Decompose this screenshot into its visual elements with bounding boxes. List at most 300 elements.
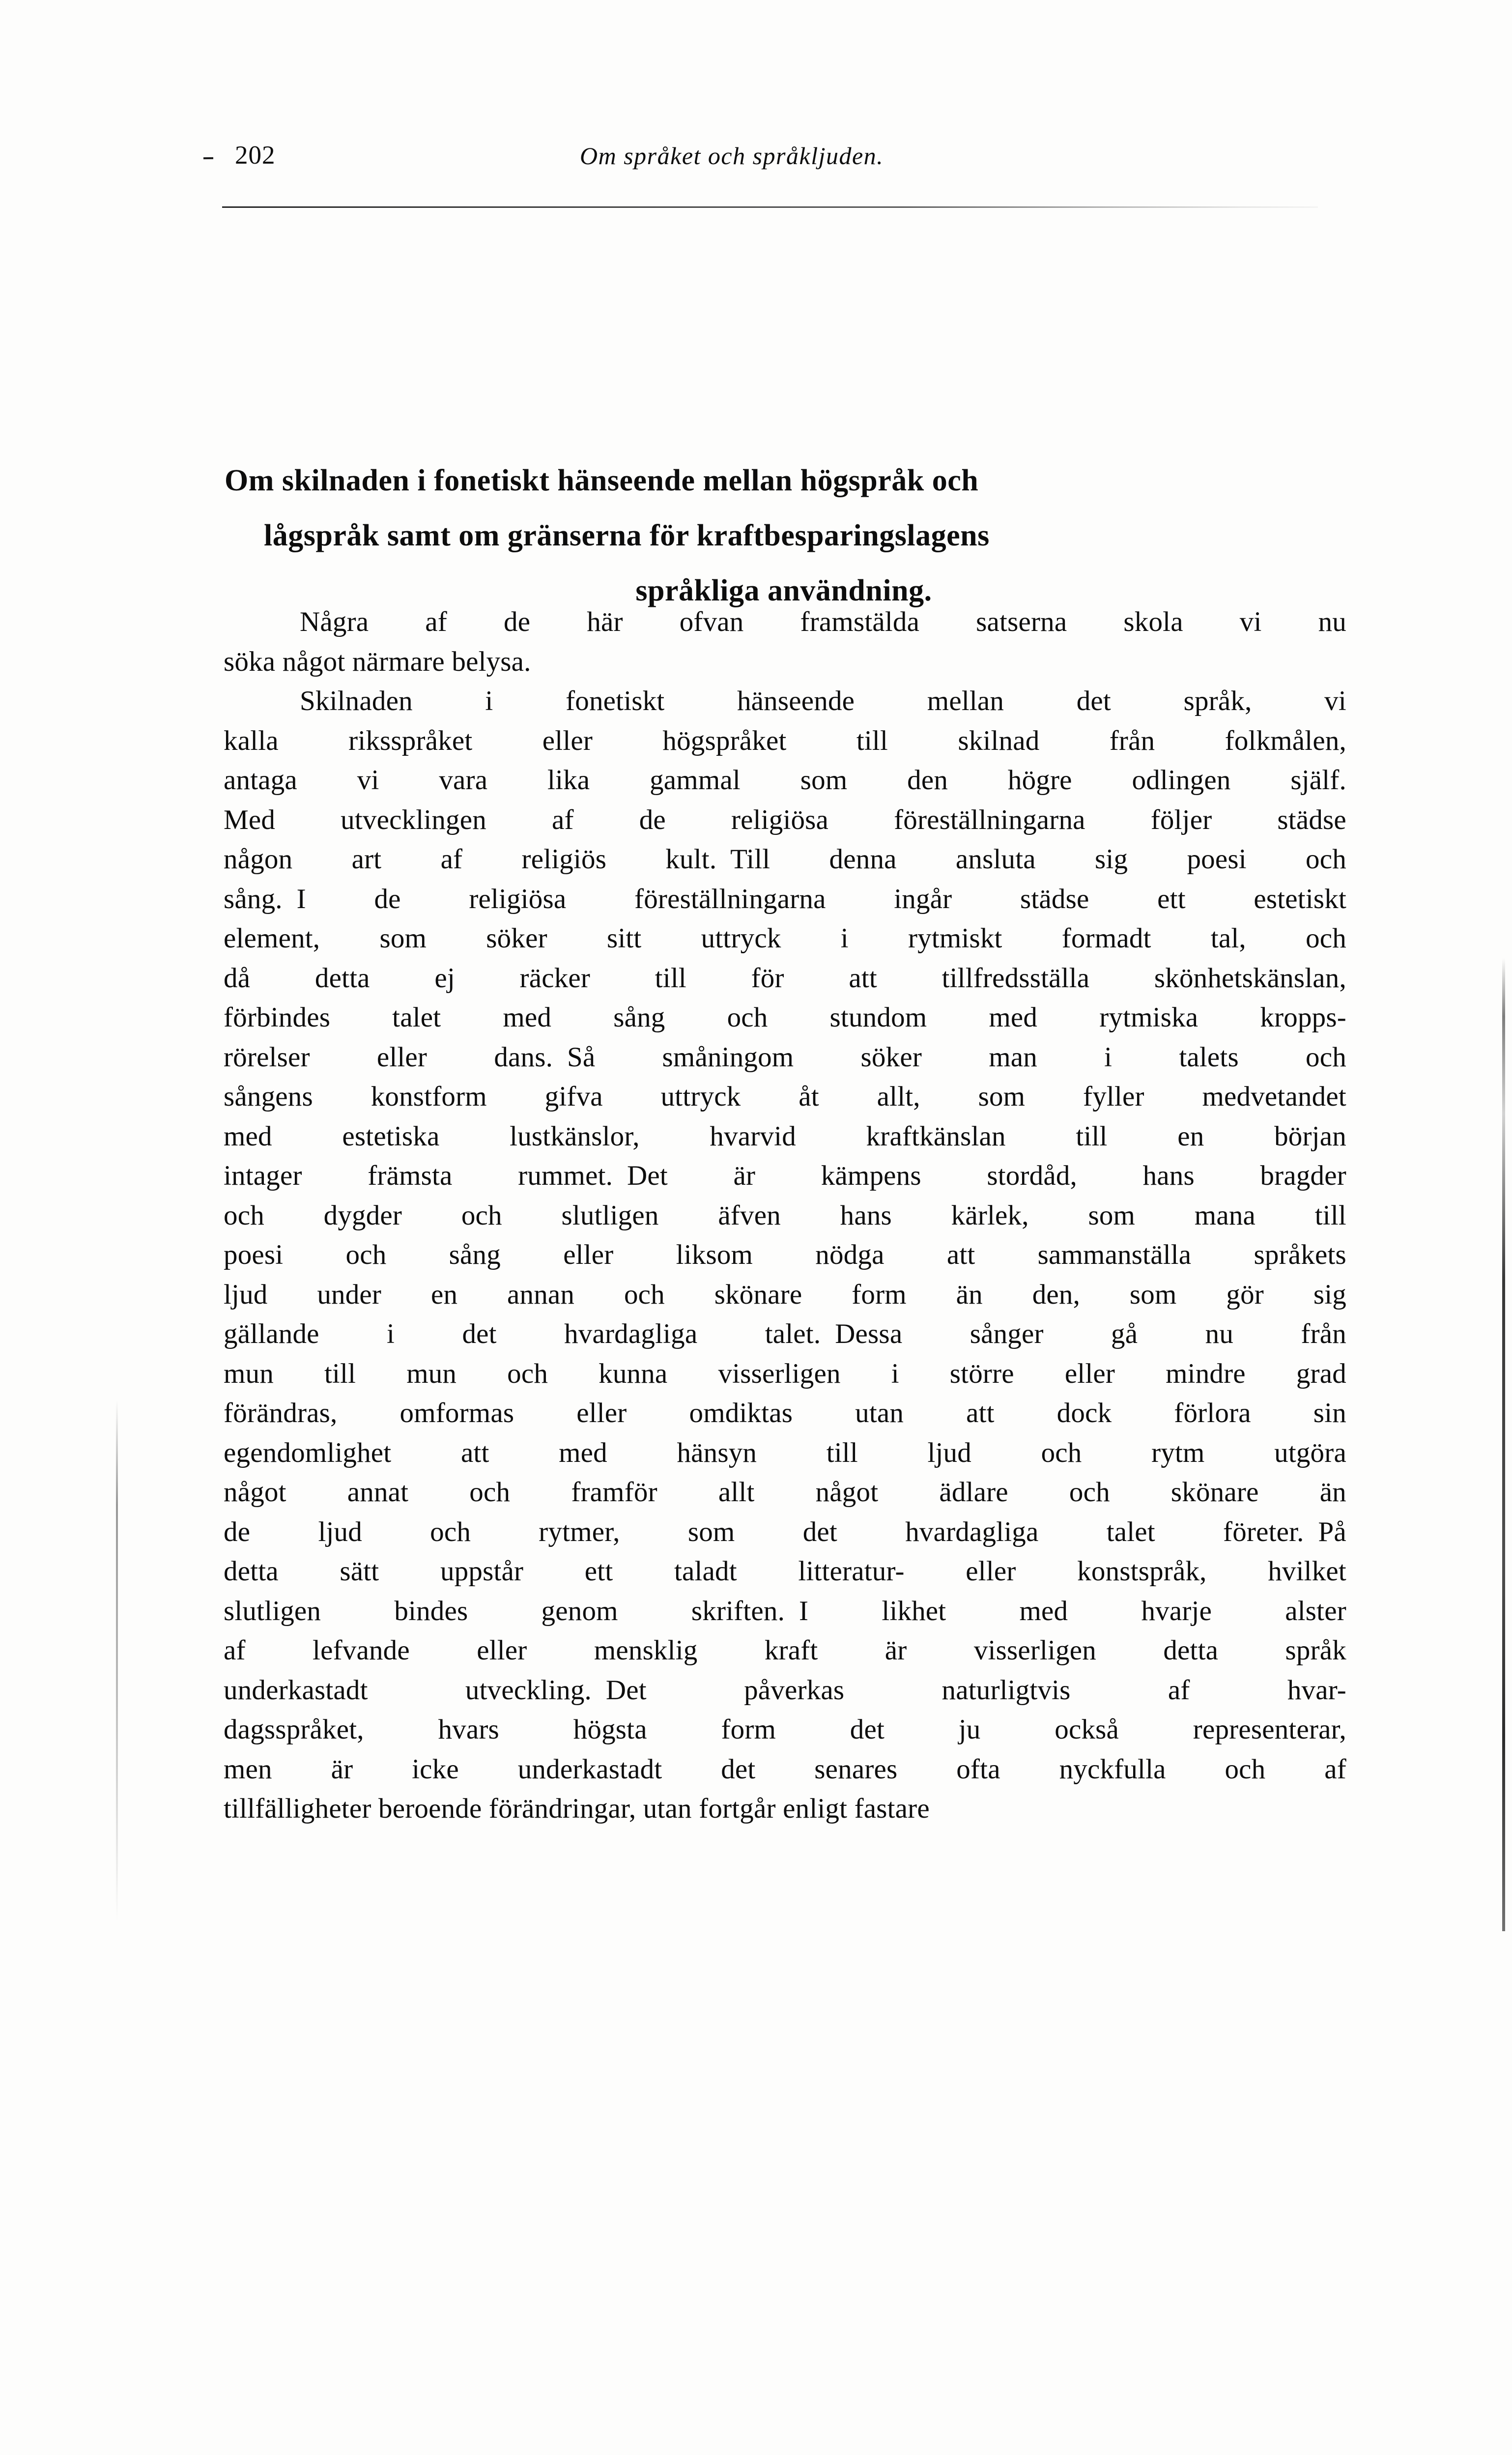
body-word: konstspråk,: [1077, 1556, 1207, 1587]
body-word: hvarje: [1141, 1595, 1212, 1627]
body-word: och: [1306, 923, 1346, 954]
body-word: detta: [224, 1556, 279, 1587]
body-word: hvar-: [1287, 1674, 1346, 1706]
body-word: till: [856, 725, 888, 756]
body-word: sång: [449, 1239, 501, 1270]
body-word: städse: [1277, 804, 1346, 835]
body-word: att: [966, 1398, 995, 1428]
body-word: till: [1076, 1120, 1108, 1152]
body-word: framstälda: [800, 606, 920, 637]
body-word: af: [1168, 1674, 1190, 1706]
body-line: [224, 959, 1346, 999]
body-word: af: [552, 804, 574, 835]
body-word: af: [224, 1635, 246, 1666]
body-word: och: [224, 1199, 264, 1231]
body-word: likhet: [882, 1595, 946, 1627]
body-word: rytmiska: [1099, 1002, 1198, 1033]
body-word: räcker: [519, 962, 591, 994]
body-word: att: [849, 962, 877, 994]
body-word: att: [946, 1239, 975, 1270]
body-word: dagsspråket,: [224, 1714, 364, 1745]
body-word: rörelser: [224, 1041, 310, 1073]
body-word: påverkas: [744, 1674, 845, 1706]
body-word: gå: [1111, 1318, 1138, 1349]
body-word: och: [1306, 1041, 1346, 1073]
body-word: kärlek,: [951, 1199, 1029, 1231]
body-word: vi: [1239, 606, 1262, 637]
body-word: estetiskt: [1254, 883, 1346, 914]
body-word: sånger: [970, 1318, 1044, 1349]
body-word: för: [751, 962, 784, 994]
body-word: och: [1306, 844, 1346, 875]
body-word: högspråket: [662, 725, 787, 756]
body-word: gammal: [650, 765, 741, 796]
body-word: grad: [1296, 1358, 1346, 1389]
body-word: slutligen: [224, 1595, 321, 1627]
body-word: visserligen: [973, 1635, 1096, 1666]
body-word: de: [374, 883, 401, 914]
body-word: alster: [1285, 1595, 1346, 1627]
body-word: är: [331, 1753, 353, 1785]
body-word: söker: [486, 923, 547, 954]
body-word: sig: [1313, 1279, 1346, 1310]
body-text: [224, 602, 1346, 1829]
body-line: [224, 1473, 1346, 1513]
body-word: hvardagliga: [564, 1318, 698, 1349]
body-line: [224, 1077, 1346, 1117]
body-line: [224, 602, 1346, 642]
body-word: och: [469, 1477, 511, 1508]
body-word: söker: [860, 1041, 922, 1073]
body-word: det: [462, 1318, 497, 1349]
body-line: [224, 1038, 1346, 1078]
body-word: stundom: [829, 1002, 927, 1033]
body-word: litteratur-: [798, 1556, 905, 1587]
body-word: rytmiskt: [908, 923, 1002, 954]
body-word: mun: [224, 1358, 274, 1389]
body-word: de: [224, 1516, 251, 1547]
body-word: gällande: [224, 1318, 319, 1349]
body-word: hvars: [438, 1714, 499, 1745]
body-line: [224, 682, 1346, 721]
body-line: [224, 1631, 1346, 1671]
body-line: [224, 1314, 1346, 1354]
body-word: hvilket: [1268, 1556, 1346, 1587]
body-word: senares: [814, 1753, 898, 1785]
body-word: eller: [376, 1041, 428, 1073]
header-rule: [222, 206, 1318, 208]
body-word: ofta: [956, 1753, 1000, 1785]
body-line: [224, 1552, 1346, 1592]
body-word: med: [503, 1002, 552, 1033]
body-line: [224, 1513, 1346, 1552]
body-word: sig: [1095, 844, 1128, 875]
body-word: föreställningarna: [894, 804, 1085, 835]
body-word: men: [224, 1753, 272, 1785]
body-word: ljud: [927, 1437, 971, 1468]
body-word: förändras,: [224, 1398, 338, 1428]
body-word: kalla: [224, 725, 279, 756]
body-word: mana: [1194, 1199, 1256, 1231]
body-word: och: [1041, 1437, 1082, 1468]
body-word: till: [324, 1358, 356, 1389]
body-word: sätt: [340, 1556, 379, 1587]
body-word: gör: [1226, 1279, 1264, 1310]
body-word: sitt: [606, 923, 642, 954]
body-word: nyckfulla: [1059, 1753, 1166, 1785]
body-word: underkastadt: [224, 1674, 368, 1706]
body-word: detta: [314, 962, 370, 994]
body-word: odlingen: [1132, 765, 1231, 796]
body-word: detta: [1163, 1635, 1219, 1666]
body-word: åt: [799, 1081, 819, 1112]
body-word: eller: [563, 1239, 614, 1270]
body-word: sin: [1313, 1398, 1346, 1428]
body-line: [224, 1750, 1346, 1790]
body-word: af: [425, 606, 447, 637]
body-word: ofvan: [679, 606, 744, 637]
body-word: ljud: [318, 1516, 362, 1547]
article-title: [224, 453, 1344, 618]
body-word: visserligen: [718, 1358, 841, 1389]
body-word: icke: [412, 1753, 459, 1785]
body-word: rytmer,: [539, 1516, 620, 1547]
body-word: som: [687, 1516, 735, 1547]
body-word: förbindes: [224, 1002, 331, 1033]
body-word: i: [1104, 1041, 1113, 1073]
body-word: underkastadt: [517, 1753, 662, 1785]
body-word: religiösa: [731, 804, 829, 835]
body-line: tillfälligheter beroende förändringar, utan fortgår enligt fastare: [224, 1793, 930, 1824]
body-word: nu: [1205, 1318, 1234, 1349]
body-word: föreställningarna: [634, 883, 826, 914]
body-word: religiös: [521, 844, 607, 875]
body-word: kult. Till: [665, 844, 770, 875]
body-word: representerar,: [1193, 1714, 1346, 1745]
body-word: att: [460, 1437, 489, 1468]
body-word: eller: [1064, 1358, 1115, 1389]
body-word: är: [884, 1635, 907, 1666]
body-word: själf.: [1290, 765, 1346, 796]
body-word: liksom: [676, 1239, 753, 1270]
body-word: lefvande: [313, 1635, 410, 1666]
body-word: dock: [1056, 1398, 1112, 1428]
body-line: [224, 1710, 1346, 1750]
body-word: kunna: [599, 1358, 668, 1389]
article-title-line-3: språkliga användning.: [635, 573, 932, 607]
body-word: i: [891, 1358, 899, 1389]
body-word: poesi: [1187, 844, 1247, 875]
body-word: allt,: [877, 1081, 920, 1112]
article-title-line-1: Om skilnaden i fonetiskt hänseende mellan högspråk och: [225, 463, 979, 497]
body-word: riksspråket: [348, 725, 473, 756]
body-word: taladt: [674, 1556, 737, 1587]
body-word: och: [430, 1516, 471, 1547]
body-word: sång: [613, 1002, 665, 1033]
body-word: högsta: [573, 1714, 647, 1745]
body-word: skilnad: [958, 725, 1040, 756]
body-word: Skilnaden: [300, 685, 413, 716]
body-word: företer. På: [1223, 1516, 1346, 1547]
body-word: då: [224, 962, 251, 994]
body-word: de: [639, 804, 666, 835]
body-word: intager: [224, 1160, 302, 1191]
body-word: omdiktas: [689, 1398, 793, 1428]
scan-edge-artifact-right: [1502, 958, 1505, 1931]
body-word: utveckling. Det: [465, 1674, 647, 1706]
body-word: tal,: [1210, 923, 1246, 954]
body-word: annat: [347, 1477, 409, 1508]
body-word: sammanställa: [1037, 1239, 1192, 1270]
running-head: [0, 132, 1512, 191]
body-word: är: [733, 1160, 756, 1191]
body-word: mun: [406, 1358, 457, 1389]
body-line: [224, 721, 1346, 761]
body-word: också: [1055, 1714, 1119, 1745]
body-word: äfven: [718, 1199, 781, 1231]
body-word: det: [1076, 685, 1111, 716]
body-word: mellan: [927, 685, 1004, 716]
body-word: kraftkänslan: [866, 1120, 1006, 1152]
body-word: skönare: [1170, 1477, 1259, 1508]
body-word: genom: [541, 1595, 618, 1627]
body-word: denna: [829, 844, 897, 875]
body-word: formadt: [1061, 923, 1151, 954]
body-word: ju: [958, 1714, 981, 1745]
body-word: språk,: [1183, 685, 1252, 716]
body-word: talets: [1179, 1041, 1239, 1073]
body-word: som: [1129, 1279, 1177, 1310]
body-word: talet: [1106, 1516, 1155, 1547]
body-word: poesi: [224, 1239, 284, 1270]
body-word: folkmålen,: [1225, 725, 1346, 756]
body-word: eller: [477, 1635, 527, 1666]
body-word: ingår: [894, 883, 952, 914]
body-line: [224, 1156, 1346, 1196]
body-word: och: [624, 1279, 665, 1310]
body-word: till: [1314, 1199, 1346, 1231]
body-line: [224, 998, 1346, 1038]
body-word: Några: [300, 606, 369, 637]
body-word: skriften. I: [691, 1595, 809, 1627]
body-word: något: [815, 1477, 879, 1508]
body-line: [224, 880, 1346, 919]
body-word: och: [507, 1358, 548, 1389]
body-word: i: [387, 1318, 395, 1349]
body-word: gifva: [544, 1081, 603, 1112]
body-word: hvarvid: [710, 1120, 796, 1152]
body-line: [224, 1671, 1346, 1711]
body-word: här: [587, 606, 623, 637]
body-word: med: [559, 1437, 607, 1468]
body-line: [224, 1235, 1346, 1275]
body-word: hvardagliga: [905, 1516, 1039, 1547]
body-word: satserna: [976, 606, 1067, 637]
body-word: nödga: [815, 1239, 884, 1270]
body-word: ansluta: [955, 844, 1036, 875]
body-word: den: [907, 765, 948, 796]
body-word: konstform: [371, 1081, 487, 1112]
body-word: skola: [1123, 606, 1183, 637]
body-word: ädlare: [939, 1477, 1008, 1508]
body-word: af: [1324, 1753, 1346, 1785]
body-word: ej: [434, 962, 455, 994]
body-word: estetiska: [342, 1120, 440, 1152]
body-word: medvetandet: [1202, 1081, 1346, 1112]
body-word: vara: [439, 765, 488, 796]
body-word: art: [351, 844, 382, 875]
body-word: form: [852, 1279, 907, 1310]
body-line: [224, 840, 1346, 880]
body-word: skönhetskänslan,: [1154, 962, 1346, 994]
body-word: vi: [1324, 685, 1346, 716]
body-word: bragder: [1260, 1160, 1346, 1191]
body-word: egendomlighet: [224, 1437, 392, 1468]
body-word: skönare: [714, 1279, 802, 1310]
body-line: [224, 1433, 1346, 1473]
body-word: mindre: [1166, 1358, 1246, 1389]
body-word: lika: [547, 765, 590, 796]
article-title-line-2: lågspråk samt om gränserna för kraftbesparingslagens: [264, 518, 990, 552]
body-word: uttryck: [701, 923, 781, 954]
body-word: allt: [718, 1477, 755, 1508]
body-word: fonetiskt: [566, 685, 665, 716]
body-word: uppstår: [440, 1556, 524, 1587]
body-word: hänseende: [737, 685, 855, 716]
body-word: kraft: [764, 1635, 818, 1666]
body-word: lustkänslor,: [510, 1120, 640, 1152]
body-word: element,: [224, 923, 320, 954]
body-word: och: [461, 1199, 502, 1231]
body-line: [224, 1394, 1346, 1433]
body-word: under: [317, 1279, 382, 1310]
body-word: eller: [966, 1556, 1016, 1587]
page-number: 202: [235, 141, 276, 170]
body-word: af: [440, 844, 463, 875]
body-word: antaga: [224, 765, 297, 796]
body-word: det: [850, 1714, 885, 1745]
body-word: sång. I: [224, 883, 306, 914]
body-word: omformas: [399, 1398, 514, 1428]
running-head-title: Om språket och språkljuden.: [580, 142, 884, 170]
body-word: och: [1225, 1753, 1266, 1785]
body-word: utvecklingen: [341, 804, 486, 835]
body-word: ett: [584, 1556, 613, 1587]
body-word: en: [430, 1279, 458, 1310]
body-word: följer: [1150, 804, 1212, 835]
body-word: det: [721, 1753, 756, 1785]
body-word: med: [1019, 1595, 1068, 1627]
body-line: [224, 919, 1346, 959]
body-word: talet: [392, 1002, 441, 1033]
body-word: uttryck: [660, 1081, 741, 1112]
body-word: språkets: [1254, 1239, 1346, 1270]
scan-edge-artifact-left: [116, 1400, 118, 1921]
body-word: naturligtvis: [941, 1674, 1071, 1706]
body-word: från: [1301, 1318, 1346, 1349]
body-word: sångens: [224, 1081, 313, 1112]
body-word: språk: [1285, 1635, 1346, 1666]
body-word: i: [485, 685, 493, 716]
body-word: annan: [507, 1279, 575, 1310]
body-line: [224, 1592, 1346, 1631]
body-word: som: [978, 1081, 1026, 1112]
body-word: rummet. Det: [518, 1160, 668, 1191]
body-word: vi: [357, 765, 379, 796]
body-word: till: [826, 1437, 858, 1468]
body-line: [224, 761, 1346, 800]
body-word: man: [989, 1041, 1037, 1073]
body-word: hans: [840, 1199, 892, 1231]
body-word: med: [224, 1120, 272, 1152]
body-word: från: [1109, 725, 1155, 756]
body-word: eller: [576, 1398, 627, 1428]
body-word: hänsyn: [677, 1437, 757, 1468]
body-word: större: [949, 1358, 1014, 1389]
body-word: form: [721, 1714, 776, 1745]
body-line: söka något närmare belysa.: [224, 646, 531, 677]
body-word: kämpens: [821, 1160, 921, 1191]
folio-dash-mark: [203, 157, 213, 159]
body-word: dans. Så: [494, 1041, 596, 1073]
body-word: en: [1177, 1120, 1204, 1152]
body-word: fyller: [1083, 1081, 1144, 1112]
body-word: förlora: [1174, 1398, 1251, 1428]
body-word: eller: [542, 725, 593, 756]
body-word: de: [504, 606, 531, 637]
body-word: nu: [1318, 606, 1346, 637]
body-word: och: [345, 1239, 387, 1270]
body-word: främsta: [368, 1160, 453, 1191]
body-word: stordåd,: [987, 1160, 1077, 1191]
body-word: talet. Dessa: [765, 1318, 903, 1349]
body-word: som: [379, 923, 427, 954]
body-word: någon: [224, 844, 293, 875]
body-word: religiösa: [469, 883, 567, 914]
body-word: ljud: [224, 1279, 268, 1310]
body-word: städse: [1020, 883, 1089, 914]
body-word: utgöra: [1274, 1437, 1346, 1468]
body-word: och: [1069, 1477, 1110, 1508]
body-word: rytm: [1151, 1437, 1205, 1468]
body-word: utan: [855, 1398, 904, 1428]
body-word: det: [802, 1516, 837, 1547]
body-word: till: [655, 962, 686, 994]
body-word: än: [1319, 1477, 1346, 1508]
body-word: mensklig: [594, 1635, 698, 1666]
body-line: [224, 1354, 1346, 1394]
body-word: den,: [1032, 1279, 1081, 1310]
body-word: framför: [571, 1477, 657, 1508]
body-word: ett: [1157, 883, 1186, 914]
body-word: hans: [1142, 1160, 1195, 1191]
body-word: något: [224, 1477, 286, 1508]
body-word: början: [1274, 1120, 1346, 1152]
body-word: som: [1088, 1199, 1136, 1231]
body-word: bindes: [394, 1595, 468, 1627]
body-word: tillfredsställa: [941, 962, 1090, 994]
body-word: Med: [224, 804, 276, 835]
body-word: i: [840, 923, 849, 954]
body-word: med: [989, 1002, 1038, 1033]
body-line: [224, 1275, 1346, 1315]
body-word: och: [727, 1002, 768, 1033]
body-word: som: [800, 765, 848, 796]
body-word: högre: [1007, 765, 1072, 796]
body-line: [224, 1117, 1346, 1157]
body-word: dygder: [323, 1199, 402, 1231]
body-word: småningom: [662, 1041, 794, 1073]
